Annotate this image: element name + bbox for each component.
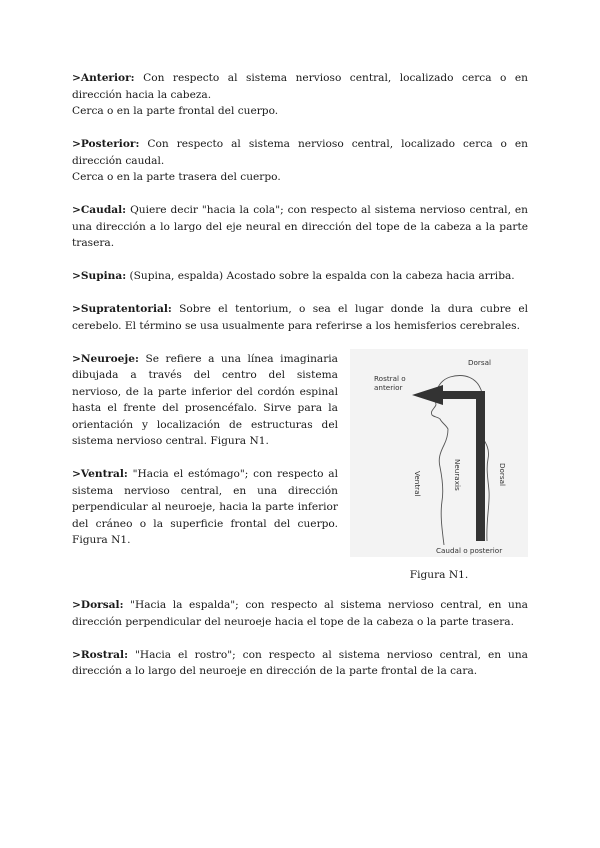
label-ventral: Ventral bbox=[413, 470, 422, 497]
rostral-arrowhead bbox=[412, 385, 443, 405]
paragraph-posterior: >Posterior: Con respecto al sistema nervioso central, localizado cerca o en dirección caudal. bbox=[72, 138, 528, 167]
paragraph-supina: >Supina: (Supina, espalda) Acostado sobre la espalda con la cabeza hacia arriba. bbox=[72, 270, 515, 282]
term-ventral: >Ventral: bbox=[72, 468, 128, 480]
term-dorsal: >Dorsal: bbox=[72, 599, 124, 611]
term-supratentorial: >Supratentorial: bbox=[72, 303, 172, 315]
label-neuraxis: Neuraxis bbox=[453, 458, 462, 491]
neuraxis-vertical-bar bbox=[476, 391, 485, 541]
term-anterior: >Anterior: bbox=[72, 72, 135, 84]
neuraxis-diagram bbox=[350, 349, 528, 557]
paragraph-anterior-line2: Cerca o en la parte frontal del cuerpo. bbox=[72, 105, 279, 117]
neuraxis-diagram-svg bbox=[350, 349, 528, 557]
label-dorsal-top: Dorsal bbox=[468, 357, 492, 367]
paragraph-dorsal: >Dorsal: "Hacia la espalda"; con respecto al sistema nervioso central, en una dirección perpendicular del neuroeje hacia el tope de la cabeza o la parte trasera. bbox=[72, 599, 528, 628]
term-posterior: >Posterior: bbox=[72, 138, 140, 150]
neuroeje-text-column bbox=[72, 351, 338, 581]
label-caudal-bottom: Caudal o posterior bbox=[436, 545, 503, 555]
term-supina: >Supina: bbox=[72, 270, 127, 282]
label-rostral-line1: Rostral o bbox=[374, 373, 406, 383]
figure-caption: Figura N1. bbox=[409, 568, 469, 581]
label-dorsal-side: Dorsal bbox=[498, 462, 507, 486]
neuraxis-horizontal-bar bbox=[443, 391, 485, 399]
label-rostral-line2: anterior bbox=[374, 382, 403, 392]
paragraph-posterior-line2: Cerca o en la parte trasera del cuerpo. bbox=[72, 171, 281, 183]
paragraph-anterior: >Anterior: Con respecto al sistema nervioso central, localizado cerca o en dirección hacia la cabeza. bbox=[72, 72, 528, 101]
body-outline-back bbox=[431, 405, 448, 545]
neuroeje-section bbox=[72, 351, 528, 581]
term-neuroeje: >Neuroeje: bbox=[72, 352, 139, 365]
paragraph-rostral: >Rostral: "Hacia el rostro"; con respecto al sistema nervioso central, en una dirección a lo largo del neuroeje en dirección de la parte frontal de la cara. bbox=[72, 648, 528, 677]
figure-n1 bbox=[350, 349, 528, 581]
document-page bbox=[72, 70, 528, 680]
term-rostral: >Rostral: bbox=[72, 648, 128, 661]
paragraph-supratentorial: >Supratentorial: Sobre el tentorium, o sea el lugar donde la dura cubre el cerebelo. El término se usa usualmente para referirse a los hemisferios cerebrales. bbox=[72, 303, 528, 332]
paragraph-ventral: >Ventral: "Hacia el estómago"; con respecto al sistema nervioso central, en una dirección perpendicular al neuroeje, hacia la parte inferior del cráneo o la superficie frontal del cuerpo. Figura N1. bbox=[72, 468, 339, 546]
paragraph-neuroeje: >Neuroeje: Se refiere a una línea imaginaria dibujada a través del centro del sistema nervioso, de la parte inferior del cordón espinal hasta el frente del prosencéfalo. Sirve para la orientación y localización de estructuras del sistema nervioso central. Figura N1. bbox=[72, 352, 339, 447]
paragraph-caudal: >Caudal: Quiere decir "hacia la cola"; con respecto al sistema nervioso central, en una dirección a lo largo del eje neural en dirección del tope de la cabeza a la parte trasera. bbox=[72, 204, 528, 249]
term-caudal: >Caudal: bbox=[72, 204, 127, 216]
